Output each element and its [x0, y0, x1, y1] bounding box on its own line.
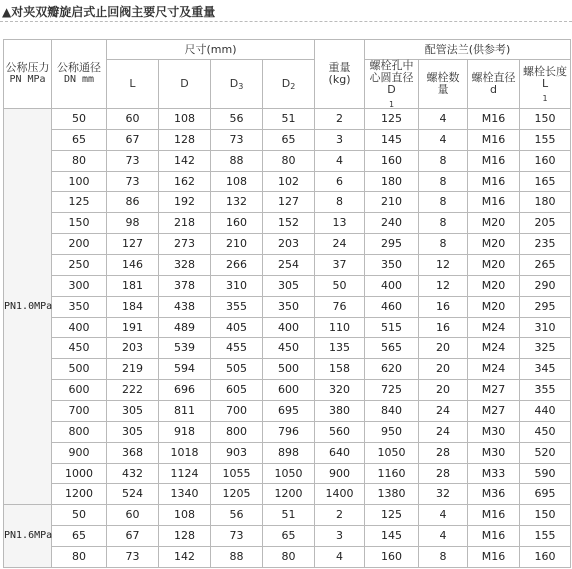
table-row	[4, 401, 571, 422]
table-row	[4, 213, 571, 234]
table-row	[4, 129, 571, 150]
cell-weight: 158	[315, 359, 365, 380]
cell-bolt-circle: 210	[365, 192, 419, 213]
cell-L: 86	[107, 192, 159, 213]
cell-D: 594	[159, 359, 211, 380]
cell-D: 378	[159, 275, 211, 296]
cell-bolt-count: 20	[419, 359, 468, 380]
cell-bolt-diameter: M20	[468, 296, 520, 317]
cell-D3: 266	[211, 255, 263, 276]
cell-bolt-diameter: M36	[468, 484, 520, 505]
cell-D2: 65	[263, 129, 315, 150]
cell-weight: 560	[315, 421, 365, 442]
cell-L: 368	[107, 442, 159, 463]
cell-D: 162	[159, 171, 211, 192]
cell-bolt-length: 155	[520, 526, 571, 547]
cell-bolt-length: 290	[520, 275, 571, 296]
table-row	[4, 547, 571, 568]
cell-L: 305	[107, 401, 159, 422]
cell-D3: 310	[211, 275, 263, 296]
header-bolt-length-symbol	[520, 78, 570, 102]
table-row	[4, 317, 571, 338]
header-dn-unit: DN mm	[63, 74, 95, 85]
cell-bolt-diameter: M27	[468, 380, 520, 401]
cell-D2: 127	[263, 192, 315, 213]
header-dn	[52, 40, 107, 109]
cell-weight: 110	[315, 317, 365, 338]
header-D: D	[159, 60, 211, 109]
cell-D: 108	[159, 505, 211, 526]
header-weight	[315, 40, 365, 109]
cell-L: 184	[107, 296, 159, 317]
cell-L: 222	[107, 380, 159, 401]
cell-weight: 8	[315, 192, 365, 213]
cell-weight: 50	[315, 275, 365, 296]
cell-D3: 405	[211, 317, 263, 338]
cell-bolt-length: 520	[520, 442, 571, 463]
table-row	[4, 442, 571, 463]
cell-D2: 796	[263, 421, 315, 442]
cell-bolt-length: 295	[520, 296, 571, 317]
cell-bolt-count: 8	[419, 171, 468, 192]
cell-bolt-diameter: M20	[468, 275, 520, 296]
header-dn-label: 公称通径	[57, 61, 101, 74]
header-pressure-label: 公称压力	[5, 61, 50, 74]
cell-bolt-length: 150	[520, 109, 571, 130]
header-bolt-count-line2: 量	[437, 83, 449, 96]
table-row	[4, 505, 571, 526]
cell-D3: 800	[211, 421, 263, 442]
cell-D3: 132	[211, 192, 263, 213]
cell-D: 696	[159, 380, 211, 401]
cell-bolt-circle: 950	[365, 421, 419, 442]
header-weight-label: 重量	[328, 61, 351, 74]
cell-bolt-circle: 145	[365, 129, 419, 150]
cell-D: 108	[159, 109, 211, 130]
cell-bolt-circle: 125	[365, 109, 419, 130]
cell-dn: 150	[52, 213, 107, 234]
table-row	[4, 171, 571, 192]
header-D2-base: D	[281, 77, 291, 90]
table-row	[4, 192, 571, 213]
cell-dn: 900	[52, 442, 107, 463]
cell-bolt-circle: 1380	[365, 484, 419, 505]
pressure-cell: PN1.0MPa	[4, 109, 52, 505]
cell-bolt-count: 16	[419, 296, 468, 317]
cell-D3: 605	[211, 380, 263, 401]
cell-bolt-length: 310	[520, 317, 571, 338]
cell-dn: 1000	[52, 463, 107, 484]
cell-bolt-circle: 565	[365, 338, 419, 359]
cell-L: 60	[107, 505, 159, 526]
cell-dn: 800	[52, 421, 107, 442]
cell-D: 539	[159, 338, 211, 359]
cell-dn: 500	[52, 359, 107, 380]
spec-table-body	[4, 109, 571, 568]
cell-bolt-count: 20	[419, 338, 468, 359]
header-bolt-circle-sub: 1	[388, 100, 395, 109]
cell-D3: 455	[211, 338, 263, 359]
cell-bolt-diameter: M24	[468, 317, 520, 338]
cell-L: 524	[107, 484, 159, 505]
cell-D: 192	[159, 192, 211, 213]
cell-bolt-count: 32	[419, 484, 468, 505]
cell-L: 73	[107, 171, 159, 192]
cell-dn: 700	[52, 401, 107, 422]
cell-D: 811	[159, 401, 211, 422]
cell-dn: 100	[52, 171, 107, 192]
cell-D2: 898	[263, 442, 315, 463]
cell-L: 191	[107, 317, 159, 338]
spec-table	[3, 39, 571, 568]
cell-bolt-circle: 460	[365, 296, 419, 317]
cell-weight: 3	[315, 526, 365, 547]
header-bolt-length-sub: 1	[542, 94, 548, 103]
table-row	[4, 255, 571, 276]
cell-bolt-count: 12	[419, 255, 468, 276]
cell-bolt-diameter: M33	[468, 463, 520, 484]
cell-D2: 1200	[263, 484, 315, 505]
cell-D3: 73	[211, 526, 263, 547]
cell-dn: 65	[52, 129, 107, 150]
cell-bolt-count: 8	[419, 150, 468, 171]
title-bar	[0, 0, 572, 22]
cell-D2: 1050	[263, 463, 315, 484]
cell-bolt-circle: 180	[365, 171, 419, 192]
cell-D3: 160	[211, 213, 263, 234]
cell-bolt-circle: 400	[365, 275, 419, 296]
cell-dn: 600	[52, 380, 107, 401]
page-title: ▲对夹双瓣旋启式止回阀主要尺寸及重量	[2, 5, 216, 19]
cell-L: 67	[107, 129, 159, 150]
cell-D: 273	[159, 234, 211, 255]
cell-dn: 125	[52, 192, 107, 213]
cell-weight: 76	[315, 296, 365, 317]
cell-D: 128	[159, 526, 211, 547]
pressure-cell: PN1.6MPa	[4, 505, 52, 568]
cell-D3: 1055	[211, 463, 263, 484]
cell-bolt-count: 4	[419, 129, 468, 150]
cell-weight: 640	[315, 442, 365, 463]
header-bolt-diameter	[468, 60, 520, 109]
cell-bolt-length: 150	[520, 505, 571, 526]
cell-L: 67	[107, 526, 159, 547]
cell-D2: 695	[263, 401, 315, 422]
cell-D2: 600	[263, 380, 315, 401]
cell-L: 432	[107, 463, 159, 484]
cell-D: 328	[159, 255, 211, 276]
cell-bolt-count: 4	[419, 109, 468, 130]
cell-bolt-circle: 840	[365, 401, 419, 422]
cell-bolt-length: 155	[520, 129, 571, 150]
cell-dn: 400	[52, 317, 107, 338]
cell-D3: 88	[211, 547, 263, 568]
cell-D2: 80	[263, 150, 315, 171]
cell-bolt-count: 8	[419, 192, 468, 213]
cell-weight: 380	[315, 401, 365, 422]
cell-bolt-circle: 1160	[365, 463, 419, 484]
cell-bolt-diameter: M20	[468, 255, 520, 276]
cell-L: 305	[107, 421, 159, 442]
cell-D3: 700	[211, 401, 263, 422]
cell-D: 1340	[159, 484, 211, 505]
cell-bolt-circle: 295	[365, 234, 419, 255]
cell-bolt-circle: 350	[365, 255, 419, 276]
cell-D: 218	[159, 213, 211, 234]
cell-weight: 37	[315, 255, 365, 276]
cell-bolt-length: 160	[520, 150, 571, 171]
cell-weight: 4	[315, 150, 365, 171]
cell-weight: 24	[315, 234, 365, 255]
cell-D: 489	[159, 317, 211, 338]
cell-dn: 250	[52, 255, 107, 276]
table-row	[4, 421, 571, 442]
header-bolt-circle-symbol	[365, 84, 418, 108]
cell-dn: 300	[52, 275, 107, 296]
cell-bolt-count: 8	[419, 547, 468, 568]
cell-bolt-diameter: M20	[468, 234, 520, 255]
header-bolt-length	[520, 60, 571, 109]
cell-bolt-circle: 160	[365, 547, 419, 568]
cell-bolt-length: 180	[520, 192, 571, 213]
cell-bolt-length: 440	[520, 401, 571, 422]
cell-bolt-length: 235	[520, 234, 571, 255]
cell-bolt-diameter: M16	[468, 547, 520, 568]
cell-L: 181	[107, 275, 159, 296]
cell-weight: 13	[315, 213, 365, 234]
header-bolt-circle-line1: 螺栓孔中	[369, 59, 414, 72]
cell-dn: 350	[52, 296, 107, 317]
table-row	[4, 338, 571, 359]
header-bolt-circle-line2: 心圆直径	[369, 71, 414, 84]
table-row	[4, 296, 571, 317]
cell-bolt-length: 205	[520, 213, 571, 234]
cell-D3: 73	[211, 129, 263, 150]
cell-D2: 152	[263, 213, 315, 234]
header-L: L	[107, 60, 159, 109]
cell-D: 1124	[159, 463, 211, 484]
header-bolt-circle	[365, 60, 419, 109]
cell-L: 146	[107, 255, 159, 276]
cell-bolt-diameter: M30	[468, 421, 520, 442]
table-row	[4, 380, 571, 401]
cell-L: 60	[107, 109, 159, 130]
cell-bolt-count: 28	[419, 442, 468, 463]
cell-bolt-length: 345	[520, 359, 571, 380]
cell-dn: 80	[52, 150, 107, 171]
cell-L: 219	[107, 359, 159, 380]
cell-D2: 350	[263, 296, 315, 317]
cell-bolt-diameter: M16	[468, 505, 520, 526]
table-row	[4, 275, 571, 296]
cell-D3: 355	[211, 296, 263, 317]
cell-dn: 1200	[52, 484, 107, 505]
cell-bolt-diameter: M16	[468, 526, 520, 547]
cell-weight: 320	[315, 380, 365, 401]
header-D3-base: D	[229, 77, 239, 90]
cell-bolt-diameter: M27	[468, 401, 520, 422]
cell-D: 142	[159, 150, 211, 171]
header-bolt-length-base: L	[541, 77, 549, 90]
header-bolt-diameter-line1: 螺栓直径	[471, 71, 516, 84]
cell-bolt-diameter: M16	[468, 171, 520, 192]
header-D2	[263, 60, 315, 109]
cell-D2: 51	[263, 109, 315, 130]
cell-bolt-count: 8	[419, 213, 468, 234]
table-row	[4, 526, 571, 547]
cell-weight: 900	[315, 463, 365, 484]
cell-bolt-circle: 160	[365, 150, 419, 171]
cell-bolt-length: 695	[520, 484, 571, 505]
cell-weight: 2	[315, 109, 365, 130]
cell-bolt-diameter: M16	[468, 192, 520, 213]
header-dimensions: 尺寸(mm)	[107, 40, 315, 60]
cell-bolt-diameter: M24	[468, 338, 520, 359]
cell-bolt-length: 325	[520, 338, 571, 359]
cell-D: 438	[159, 296, 211, 317]
cell-bolt-length: 160	[520, 547, 571, 568]
cell-L: 73	[107, 150, 159, 171]
cell-D3: 1205	[211, 484, 263, 505]
table-row	[4, 150, 571, 171]
header-pressure-unit: PN MPa	[9, 74, 46, 85]
cell-bolt-count: 28	[419, 463, 468, 484]
table-row	[4, 109, 571, 130]
cell-bolt-length: 355	[520, 380, 571, 401]
cell-bolt-count: 16	[419, 317, 468, 338]
cell-weight: 2	[315, 505, 365, 526]
header-flange: 配管法兰(供参考)	[365, 40, 571, 60]
cell-bolt-count: 20	[419, 380, 468, 401]
cell-D2: 51	[263, 505, 315, 526]
cell-bolt-count: 8	[419, 234, 468, 255]
cell-D3: 88	[211, 150, 263, 171]
header-weight-unit: (kg)	[328, 73, 351, 86]
cell-L: 73	[107, 547, 159, 568]
cell-weight: 4	[315, 547, 365, 568]
cell-D2: 400	[263, 317, 315, 338]
cell-D2: 450	[263, 338, 315, 359]
table-row	[4, 234, 571, 255]
cell-dn: 50	[52, 505, 107, 526]
cell-D2: 254	[263, 255, 315, 276]
table-row	[4, 359, 571, 380]
cell-D: 142	[159, 547, 211, 568]
header-bolt-count	[419, 60, 468, 109]
cell-D2: 305	[263, 275, 315, 296]
cell-L: 203	[107, 338, 159, 359]
cell-dn: 80	[52, 547, 107, 568]
cell-bolt-length: 265	[520, 255, 571, 276]
header-bolt-count-line1: 螺栓数	[426, 71, 460, 84]
cell-D3: 108	[211, 171, 263, 192]
cell-bolt-diameter: M16	[468, 129, 520, 150]
cell-bolt-diameter: M20	[468, 213, 520, 234]
cell-D2: 80	[263, 547, 315, 568]
cell-D3: 56	[211, 109, 263, 130]
cell-bolt-circle: 725	[365, 380, 419, 401]
header-D3-sub: 3	[238, 82, 244, 91]
cell-bolt-diameter: M16	[468, 109, 520, 130]
cell-D2: 500	[263, 359, 315, 380]
table-row	[4, 484, 571, 505]
cell-bolt-length: 590	[520, 463, 571, 484]
cell-D2: 203	[263, 234, 315, 255]
cell-bolt-diameter: M30	[468, 442, 520, 463]
cell-D3: 903	[211, 442, 263, 463]
cell-bolt-length: 450	[520, 421, 571, 442]
header-bolt-diameter-line2: d	[490, 83, 497, 96]
cell-dn: 50	[52, 109, 107, 130]
cell-dn: 450	[52, 338, 107, 359]
cell-D2: 102	[263, 171, 315, 192]
cell-D: 918	[159, 421, 211, 442]
cell-weight: 6	[315, 171, 365, 192]
header-D3	[211, 60, 263, 109]
table-row	[4, 463, 571, 484]
cell-bolt-circle: 620	[365, 359, 419, 380]
cell-dn: 65	[52, 526, 107, 547]
cell-bolt-diameter: M16	[468, 150, 520, 171]
cell-D: 1018	[159, 442, 211, 463]
cell-bolt-count: 4	[419, 526, 468, 547]
header-pressure	[4, 40, 52, 109]
cell-bolt-circle: 515	[365, 317, 419, 338]
cell-D: 128	[159, 129, 211, 150]
cell-weight: 135	[315, 338, 365, 359]
header-bolt-length-line1: 螺栓长度	[523, 65, 568, 78]
cell-bolt-diameter: M24	[468, 359, 520, 380]
cell-bolt-count: 12	[419, 275, 468, 296]
cell-weight: 3	[315, 129, 365, 150]
cell-bolt-circle: 145	[365, 526, 419, 547]
cell-bolt-count: 24	[419, 401, 468, 422]
cell-bolt-circle: 1050	[365, 442, 419, 463]
cell-bolt-count: 4	[419, 505, 468, 526]
cell-L: 98	[107, 213, 159, 234]
cell-bolt-length: 165	[520, 171, 571, 192]
cell-L: 127	[107, 234, 159, 255]
cell-bolt-count: 24	[419, 421, 468, 442]
cell-D3: 505	[211, 359, 263, 380]
header-bolt-circle-base: D	[387, 83, 396, 96]
cell-D2: 65	[263, 526, 315, 547]
cell-dn: 200	[52, 234, 107, 255]
cell-weight: 1400	[315, 484, 365, 505]
cell-D3: 56	[211, 505, 263, 526]
cell-D3: 210	[211, 234, 263, 255]
cell-bolt-circle: 125	[365, 505, 419, 526]
header-D2-sub: 2	[290, 82, 296, 91]
cell-bolt-circle: 240	[365, 213, 419, 234]
